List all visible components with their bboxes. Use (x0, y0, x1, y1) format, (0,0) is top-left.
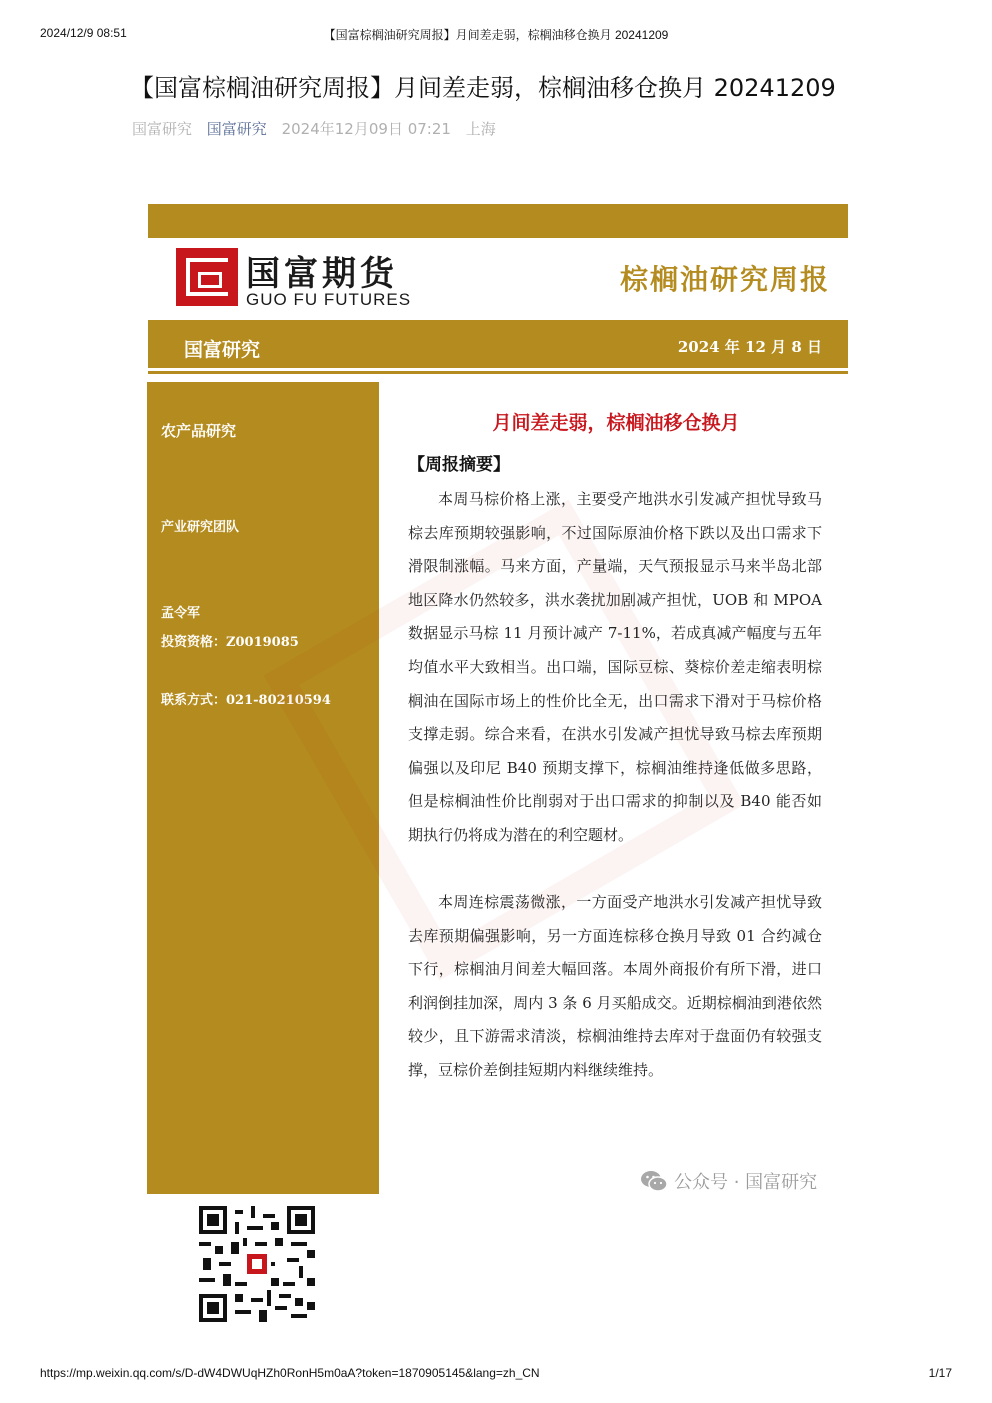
sidebar-license: 投资资格：Z0019085 (161, 635, 299, 650)
report-headline: 月间差走弱，棕榈油移仓换月 (492, 412, 740, 434)
sidebar-category: 农产品研究 (161, 422, 237, 440)
brand-mark-icon (176, 248, 238, 306)
top-gold-bar (148, 204, 848, 238)
report-date: 2024 年 12 月 8 日 (677, 338, 822, 356)
sidebar-analyst: 孟令军 (161, 606, 201, 621)
summary-title: 【周报摘要】 (408, 455, 510, 475)
article-meta (132, 118, 506, 139)
brand-logo (176, 248, 416, 312)
print-footer (0, 1366, 992, 1382)
wechat-account-label: 公众号 · 国富研究 (674, 1172, 818, 1193)
wechat-icon (640, 1170, 668, 1192)
summary-paragraph-2: 本周连棕震荡微涨，一方面受产地洪水引发减产担忧导致去库预期偏强影响，另一方面连棕移仓换月导致 01 合约减仓下行，棕榈油月间差大幅回落。本周外商报价有所下滑，进口利润倒挂加深，周内 3 条 6 月买船成交。近期棕榈油到港依然较少，且下游需求清淡，棕榈油维持去库对于盘面仍有较强支撑，豆棕价差倒挂短期内料继续维持。 (408, 893, 822, 1079)
print-url: https://mp.weixin.qq.com/s/D-dW4DWUqHZh0RonH5m0aA?token=1870905145&lang=zh_CN (40, 1366, 540, 1380)
account-name-link[interactable]: 国富研究 (206, 120, 267, 138)
sidebar-contact: 联系方式：021-80210594 (161, 693, 331, 708)
qr-code-icon (193, 1200, 321, 1328)
publish-time: 2024年12月09日 07:21 (281, 120, 451, 138)
report-series-name: 棕榈油研究周报 (619, 263, 830, 296)
brand-name-cn: 国富期货 (246, 254, 398, 294)
article-title: 【国富棕榈油研究周报】月间差走弱，棕榈油移仓换月 20241209 (130, 74, 836, 102)
wechat-account-tag (640, 1168, 817, 1194)
article-author: 国富研究 (132, 120, 193, 138)
report-cover-image (148, 204, 848, 1196)
sidebar-team: 产业研究团队 (161, 520, 240, 535)
dept-label: 国富研究 (184, 339, 261, 361)
print-header (0, 26, 992, 42)
band-underline (148, 371, 848, 374)
print-page-number: 1/17 (928, 1366, 952, 1380)
print-datetime: 2024/12/9 08:51 (40, 26, 127, 40)
summary-paragraph-1: 本周马棕价格上涨，主要受产地洪水引发减产担忧导致马棕去库预期较强影响，不过国际原油价格下跌以及出口需求下滑限制涨幅。马来方面，产量端，天气预报显示马来半岛北部地区降水仍然较多，洪水袭扰加剧减产担忧，UOB 和 MPOA 数据显示马棕 11 月预计减产 7-11%，若成真减产幅度与五年均值水平大致相当。出口端，国际豆棕、葵棕价差走缩表明棕榈油在国际市场上的性价比全无，出口需求下滑对于马棕价格支撑走弱。综合来看，在洪水引发减产担忧导致马棕去库预期偏强以及印尼 B40 预期支撑下，棕榈油维持逢低做多思路，但是棕榈油性价比削弱对于出口需求的抑制以及 B40 能否如期执行仍将成为潜在的利空题材。 (408, 490, 822, 844)
publish-location: 上海 (465, 120, 496, 138)
brand-name-en: GUO FU FUTURES (246, 290, 412, 309)
print-header-title: 【国富棕榈油研究周报】月间差走弱，棕榈油移仓换月 20241209 (323, 28, 669, 42)
